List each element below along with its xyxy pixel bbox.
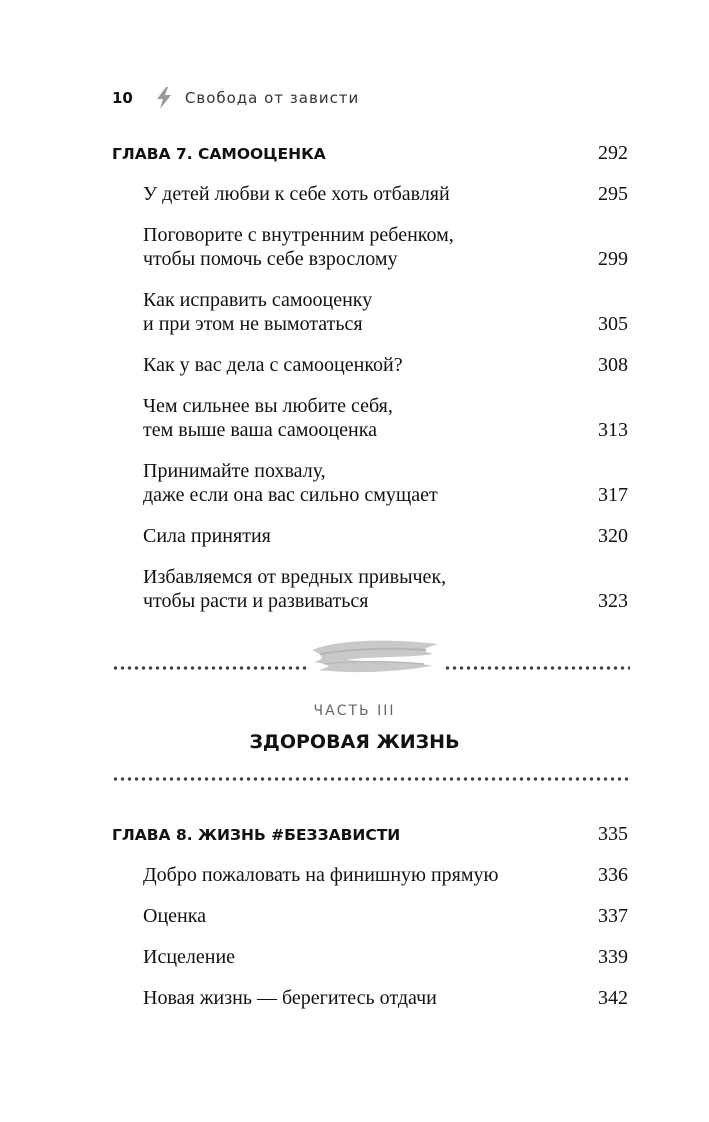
dotted-divider-left [112,665,308,671]
toc-entry [143,945,630,969]
entry-page-number: 339 [598,946,628,968]
brush-stroke-ornament [306,634,444,682]
chapter-7-heading [112,142,630,164]
entry-page-number: 323 [598,590,628,612]
chapter-title: ГЛАВА 8. ЖИЗНЬ #БЕЗЗАВИСТИ [112,826,401,844]
entry-line: чтобы помочь себе взрослому [143,248,398,270]
toc-entry [143,288,630,336]
toc-entry [143,565,630,613]
entry-line: Как у вас дела с самооценкой? [143,354,403,376]
toc-entry [143,904,630,928]
toc-entry [143,459,630,507]
entry-line: Чем сильнее вы любите себя, [143,395,393,417]
entry-page-number: 313 [598,419,628,441]
entry-line: Как исправить самооценку [143,289,373,311]
entry-page-number: 337 [598,905,628,927]
toc-entry [143,863,630,887]
entry-page-number: 308 [598,354,628,376]
entry-line: Исцеление [143,946,236,968]
toc-entry [143,986,630,1010]
chapter-page-number: 292 [598,142,628,164]
part-label: ЧАСТЬ III [313,703,396,719]
chapter-8-section [112,823,630,1010]
chapter-8-heading [112,823,630,845]
entry-line: даже если она вас сильно смущает [143,484,438,506]
page-number: 10 [112,89,133,107]
entry-line: Принимайте похвалу, [143,460,326,482]
entry-line: Новая жизнь — берегитесь отдачи [143,987,437,1009]
entry-page-number: 320 [598,525,628,547]
part-title: ЗДОРОВАЯ ЖИЗНЬ [249,731,460,753]
entry-line: и при этом не вымотаться [143,313,363,335]
running-header [112,86,359,110]
chapter-page-number: 335 [598,823,628,845]
toc-entry [143,353,630,377]
entry-line: Поговорите с внутренним ребенком, [143,224,454,246]
toc-entry [143,524,630,548]
entry-line: Избавляемся от вредных привычек, [143,566,447,588]
toc-entry [143,394,630,442]
dotted-divider-right [444,665,630,671]
entry-line: Оценка [143,905,207,927]
entry-page-number: 336 [598,864,628,886]
toc-entry [143,223,630,271]
entry-line: У детей любви к себе хоть отбавляй [143,183,450,205]
entry-line: Добро пожаловать на финишную прямую [143,864,499,886]
entry-line: Сила принятия [143,525,271,547]
toc-entry [143,182,630,206]
running-title: Свобода от зависти [184,89,360,107]
lightning-icon [155,87,173,109]
chapter-7-section [112,142,630,613]
entry-page-number: 299 [598,248,628,270]
dotted-divider-full [112,776,630,782]
entry-page-number: 295 [598,183,628,205]
entry-page-number: 305 [598,313,628,335]
chapter-title: ГЛАВА 7. САМООЦЕНКА [112,145,326,163]
entry-page-number: 342 [598,987,628,1009]
entry-line: чтобы расти и развиваться [143,590,369,612]
entry-page-number: 317 [598,484,628,506]
entry-line: тем выше ваша самооценка [143,419,377,441]
